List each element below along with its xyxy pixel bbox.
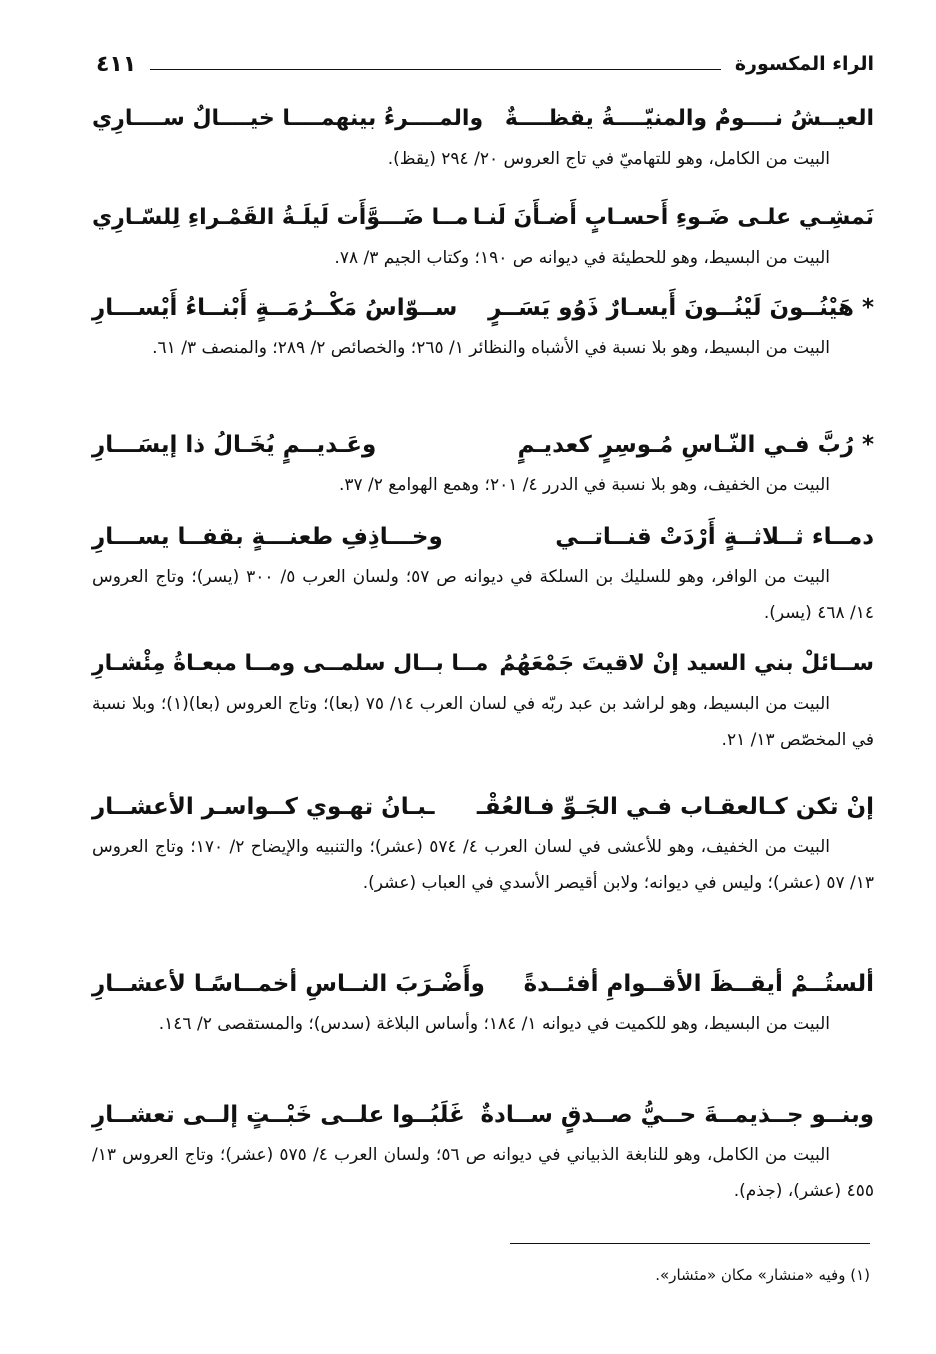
verse-line xyxy=(92,642,874,686)
footnote-rule xyxy=(510,1243,870,1244)
page-number: ٤١١ xyxy=(96,51,137,77)
header-rule xyxy=(150,69,721,70)
verse-entry xyxy=(92,642,874,758)
verse-citation: البيت من الكامل، وهو للنابغة الذبياني في ديوانه ص ٥٦؛ ولسان العرب ٤/ ٥٧٥ (عشر)؛ وتاج العروس ١٣/ ٤٥٥ (عشر)، (جذم). xyxy=(92,1145,874,1201)
running-header xyxy=(96,44,874,84)
verse-citation: البيت من البسيط، وهو بلا نسبة في الأشباه والنظائر ١/ ٢٦٥؛ والخصائص ٢/ ٢٨٩؛ والمنصف ٣/ ٦١. xyxy=(152,338,830,358)
verse-entry xyxy=(92,1093,874,1209)
verse-line xyxy=(92,286,874,330)
verse-line xyxy=(92,515,874,559)
verse-citation: البيت من البسيط، وهو لراشد بن عبد ربّه في لسان العرب ١٤/ ٧٥ (بعا)؛ وتاج العروس (بعا)(١)؛ وبلا نسبة في المخصّص ١٣/ ٢١. xyxy=(92,694,874,750)
verse-first-hemistich: العيــشُ نــــومٌ والمنيّــــةُ يقظــــةٌ xyxy=(504,106,874,131)
verse-second-hemistich: غَلَبُــوا علــى خَبْــتٍ إلــى تعشــارِ xyxy=(92,1102,465,1128)
verse-first-hemistich: هَيْنُــونَ لَيْنُــونَ أَيسـارٌ ذَوُو يَسَــرٍ xyxy=(488,295,854,321)
verse-first-hemistich: ســائلْ بني السيد إنْ لاقيتَ جَمْعَهُمُ xyxy=(499,651,874,676)
verse-line xyxy=(92,1093,874,1137)
verse-first-hemistich: دمــاء ثــلاثــةٍ أَرْدَتْ قنــاتــي xyxy=(555,524,874,550)
unattributed-marker: * xyxy=(861,295,874,321)
verse-second-hemistich: مــا ضَـــوَّأَت لَيلَـةُ القَمْـراءِ لِلسّـارِي xyxy=(92,205,469,230)
verse-second-hemistich: وخـــاذِفِ طعنـــةٍ بقفــا يســـارِ xyxy=(92,524,443,550)
verse-second-hemistich: وعَـديــمٍ يُخَـالُ ذا إيسَـــارِ xyxy=(92,432,377,458)
verse-citation: البيت من الوافر، وهو للسليك بن السلكة في ديوانه ص ٥٧؛ ولسان العرب ٥/ ٣٠٠ (يسر)؛ وتاج العروس ١٤/ ٤٦٨ (يسر). xyxy=(92,567,874,623)
verse-second-hemistich: مــا بــال سلمــى ومــا مبعـاةُ مِئْشـارِ xyxy=(92,651,489,676)
verse-entry xyxy=(92,196,874,276)
verse-second-hemistich: ســوّاسُ مَكْــرُمَــةٍ أَبْنــاءُ أَيْســـارِ xyxy=(92,295,458,321)
verse-line xyxy=(92,423,874,467)
verse-entry xyxy=(92,515,874,631)
verse-entry xyxy=(92,785,874,901)
verse-first-half-group xyxy=(488,286,874,330)
verse-first-hemistich: نَمشِـي علـى ضَـوءِ أَحسـابٍ أَضـأَنَ لَنـا xyxy=(472,205,874,230)
verse-entry xyxy=(92,286,874,366)
verse-citation: البيت من الخفيف، وهو بلا نسبة في الدرر ٤/ ٢٠١؛ وهمع الهوامع ٢/ ٣٧. xyxy=(338,475,830,495)
verse-first-hemistich: ألستُــمْ أيقــظَ الأقــوامِ أفئــدةً xyxy=(523,971,874,997)
verse-citation: البيت من البسيط، وهو للحطيئة في ديوانه ص ١٩٠؛ وكتاب الجيم ٣/ ٧٨. xyxy=(334,248,830,268)
verse-citation: البيت من الكامل، وهو للتهاميّ في تاج العروس ٢٠/ ٢٩٤ (يقظ). xyxy=(387,149,830,169)
verse-first-hemistich: وبنــو جــذيمــةَ حــيُّ صــدقٍ ســادةٌ xyxy=(480,1102,874,1128)
verse-line xyxy=(92,196,874,240)
verse-entry xyxy=(92,962,874,1042)
verse-citation: البيت من الخفيف، وهو للأعشى في لسان العرب ٤/ ٥٧٤ (عشر)؛ والتنبيه والإيضاح ٢/ ١٧٠؛ وتاج العروس ١٣/ ٥٧ (عشر)؛ وليس في ديوانه؛ ولابن أقيصر الأسدي في العباب (عشر). xyxy=(92,837,874,893)
verse-line xyxy=(92,785,874,829)
verse-first-hemistich: رُبَّ فـي النّـاسِ مُـوسِرٍ كعديـمٍ xyxy=(517,432,854,458)
footnote: (١) وفيه «منشار» مكان «مئشار». xyxy=(655,1266,870,1284)
verse-citation: البيت من البسيط، وهو للكميت في ديوانه ١/ ١٨٤؛ وأساس البلاغة (سدس)؛ والمستقصى ٢/ ١٤٦. xyxy=(158,1014,830,1034)
unattributed-marker: * xyxy=(861,432,874,458)
verse-first-hemistich: إنْ تكن كـالعقـاب فـي الجَـوِّ فـالعُقْـ xyxy=(476,794,874,820)
verse-line xyxy=(92,962,874,1006)
chapter-title: الراء المكسورة xyxy=(734,53,874,75)
verse-line xyxy=(92,97,874,141)
verse-second-hemistich: والمــــرءُ بينهمــــا خيــــالٌ ســــارِي xyxy=(92,106,484,131)
verse-second-hemistich: وأَضْـرَبَ النــاسِ أخمــاسًـا لأعشــارِ xyxy=(92,971,485,997)
verse-first-half-group xyxy=(518,423,874,467)
verse-entry xyxy=(92,423,874,503)
verse-second-hemistich: ـبـانُ تهـوي كــواسـر الأعشــار xyxy=(92,794,435,820)
verse-entry xyxy=(92,97,874,177)
